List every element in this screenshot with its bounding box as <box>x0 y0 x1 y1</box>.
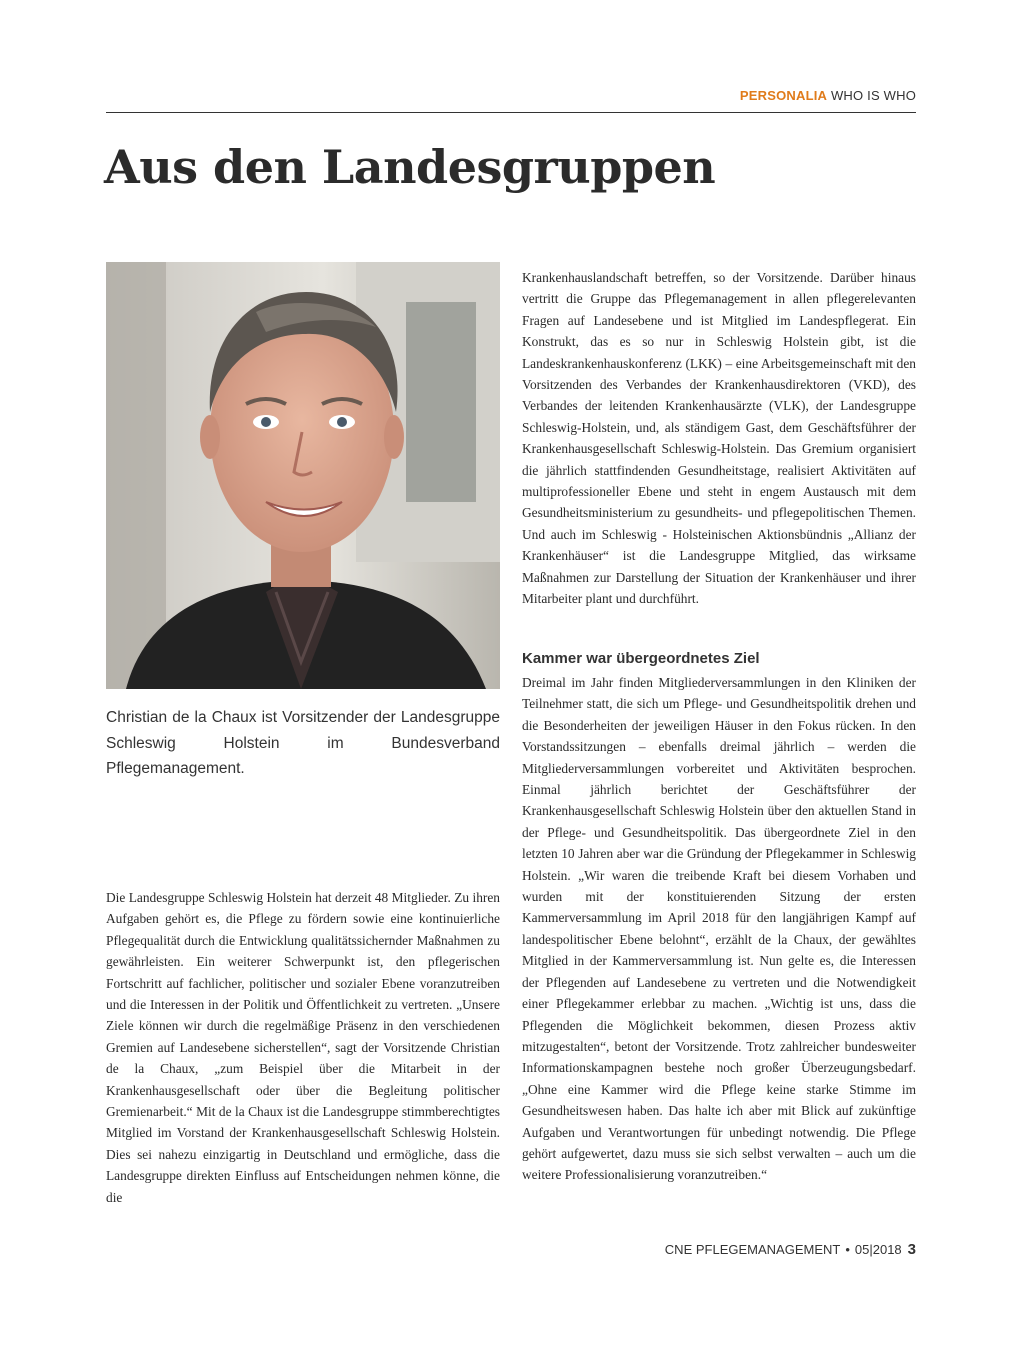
page-number: 3 <box>907 1241 916 1258</box>
page-title: Aus den Landesgruppen <box>104 140 716 194</box>
section-subheading: Kammer war übergeordnetes Ziel <box>522 650 760 667</box>
portrait-photo-icon <box>106 262 500 689</box>
running-header <box>106 88 916 103</box>
header-rule <box>106 112 916 113</box>
issue-number: 05|2018 <box>854 1242 902 1257</box>
footer-bullet: • <box>845 1242 850 1257</box>
journal-name: CNE PFLEGEMANAGEMENT <box>664 1242 841 1257</box>
body-column-right-bottom: Dreimal im Jahr finden Mitgliederversammlungen in den Kliniken der Teilnehmer statt, die sich um Pflege- und Gesundheitspolitik drehen und die Besonderheiten der jeweiligen Häuser in den Fokus rücken. In den Vorstandssitzungen – ebenfalls dreimal jährlich – werden die Mitgliederversammlungen vorbereitet und Aktivitäten besprochen. Einmal jährlich berichtet der Geschäftsführer der Krankenhausgesellschaft Schleswig Holstein über den aktuellen Stand in der Pflege- und Gesundheitspolitik. Das übergeordnete Ziel in den letzten 10 Jahren aber war die Gründung der Pflegekammer in Schleswig Holstein. „Wir waren die treibende Kraft bei diesem Vorhaben und wurden mit der konstituierenden Sitzung der ersten Kammerversammlung im April 2018 für den langjährigen Kampf auf landespolitischer Ebene belohnt“, erzählt de la Chaux, der gewähltes Mitglied in der Kammerversammlung ist. Nun gelte es, die Interessen der Pflegenden auf Landesebene zu vertreten und die Notwendigkeit einer Pflegekammer erlebbar zu machen. „Wichtig ist uns, dass die Pflegenden die Möglichkeit bekommen, diesen Prozess aktiv mitzugestalten“, betont der Vorsitzende. Trotz zahlreicher bundesweiter Informationskampagnen bestehe noch großer Überzeugungsbedarf. „Ohne eine Kammer wird die Pflege keine starke Stimme im Gesundheitswesen haben. Das halte ich aber mit Blick auf zukünftige Aufgaben und Verantwortungen für unbedingt notwendig. Die Pflege gehört aufgewertet, dazu muss sie sich selbst verwalten – auch um die weitere Professionalisierung voranzutreiben.“ <box>522 675 916 1183</box>
body-column-left: Die Landesgruppe Schleswig Holstein hat derzeit 48 Mitglieder. Zu ihren Aufgaben gehört es, die Pflege zu fördern sowie eine kontinuierliche Pflegequalität durch die Entwicklung qualitätssichernder Maßnahmen zu gewährleisten. Ein weiterer Schwerpunkt ist, den pflegerischen Fortschritt auf fachlicher, politischer und sozialer Ebene voranzutreiben und die Interessen in der Politik und Öffentlichkeit zu vertreten. „Unsere Ziele können wir durch die regelmäßige Präsenz in den verschiedenen Gremien auf Landesebene sicherstellen“, sagt der Vorsitzende Christian de la Chaux, „zum Beispiel über die Mitarbeit in der Krankenhausgesellschaft oder über die Begleitung politischer Gremienarbeit.“ Mit de la Chaux ist die Landesgruppe stimmberechtigtes Mitglied im Vorstand der Krankenhausgesellschaft Schleswig Holstein. Dies sei nahezu einzigartig in Deutschland und ermögliche, dass die Landesgruppe direkten Einfluss auf Entscheidungen nehmen könne, die die <box>106 890 500 1205</box>
section-label: PERSONALIA <box>739 88 828 103</box>
page-footer <box>665 1241 916 1258</box>
photo-caption: Christian de la Chaux ist Vorsitzender der Landesgruppe Schleswig Holstein im Bundesverband Pflegemanagement. <box>106 709 500 777</box>
body-column-right-top: Krankenhauslandschaft betreffen, so der Vorsitzende. Darüber hinaus vertritt die Gruppe das Pflegemanagement in allen pflegerelevanten Fragen auf Landesebene und ist Mitglied im Landespflegerat. Ein Konstrukt, das es so nur in Schleswig Holstein gibt, ist die Landeskrankenhauskonferenz (LKK) – eine Arbeitsgemeinschaft mit den Vorsitzenden des Verbandes der Krankenhausdirektoren (VKD), des Verbandes der leitenden Krankenhausärzte (VLK), der Landesgruppe Schleswig-Holstein, und, als ständigem Gast, dem Geschäftsführer der Krankenhausgesellschaft Schleswig-Holstein. Das Gremium organisiert die jährlich stattfindenden Gesundheitstage, realisiert Aktivitäten auf multiprofessioneller Ebene und steht in engem Austausch mit dem Gesundheitsministerium zu gesundheits- und pflegepolitischen Themen. Und auch im Schleswig - Holsteinischen Aktionsbündnis „Allianz der Krankenhäuser“ ist die Landesgruppe Mitglied, das wirksame Maßnahmen zur Darstellung der Situation der Krankenhäuser und ihrer Mitarbeiter plant und durchführt. <box>522 270 916 607</box>
portrait-photo <box>106 262 500 689</box>
subsection-label: WHO IS WHO <box>830 88 916 103</box>
